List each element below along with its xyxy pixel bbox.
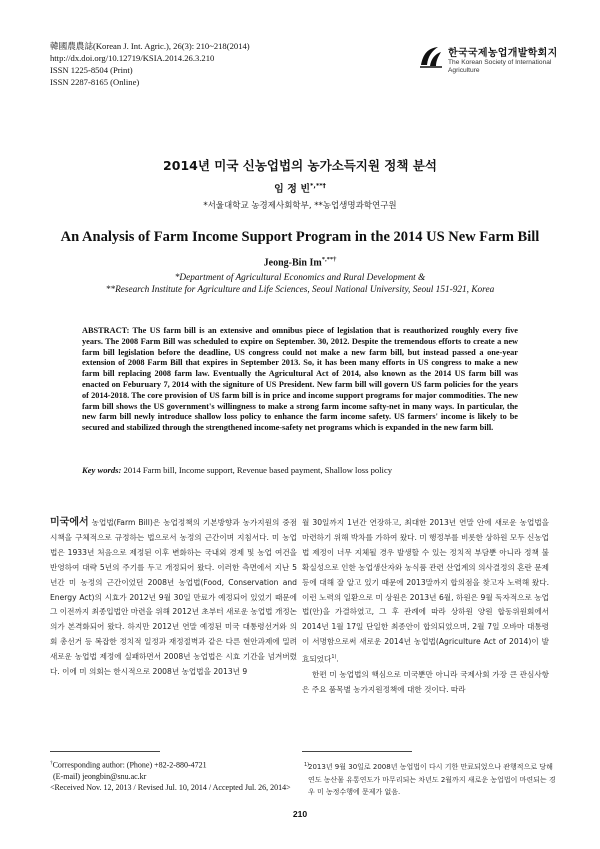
body-text: 한편 미 농업법의 핵심으로 미국뿐만 아니라 국제사회 가장 큰 관심사항은 주요 품목별 농가지원정책에 대한 것이다. 따라 (302, 669, 549, 694)
author-english (0, 256, 600, 268)
keywords-text: 2014 Farm bill, Income support, Revenue based payment, Shallow loss policy (123, 465, 393, 475)
abstract (82, 326, 518, 434)
footnote-1 (304, 761, 556, 799)
body-text-end: . (336, 654, 339, 664)
title-english: An Analysis of Farm Income Support Program in the 2014 US New Farm Bill (60, 229, 540, 245)
keywords (82, 465, 522, 475)
body-column-left (50, 516, 297, 680)
body-text: 월 30일까지 1년간 연장하고, 최대한 2013년 연말 안에 새로운 농업법을 마련하기 위해 박차를 가하여 왔다. 미 행정부를 비롯한 상하원 모두 신농업법 제정이 너무 지체될 경우 발생할 수 있는 정치적 부담뿐 아니라 정책 불확실성으로 인한 농업생산자와 농식품 관련 산업계의 의사결정의 혼란 문제 등에 대해 잘 알고 있기 때문에 2013말까지 합의점을 찾고자 노력해 왔다. 이런 노력의 일환으로 미 상원은 2013년 6월, 하원은 9월 독자적으로 농업법(안)을 가결하였고, 그 후 관례에 따라 상하원 양원 합동위원회에서 2014년 1월 17일 단일한 최종안이 합의되었으며, 2월 7일 오바마 대통령이 서명함으로써 새로운 2014년 농업법(Agriculture Act of 2014)이 발효되었다 (302, 518, 549, 664)
footnote-rule-left (50, 751, 160, 752)
author-korean-name: 임 정 빈 (274, 184, 311, 195)
footnote-dagger: † (50, 760, 53, 766)
author-english-marks: *,**† (321, 256, 337, 263)
society-name-ko: 한국국제농업개발학회지 (448, 48, 558, 59)
journal-citation: 韓國農農誌(Korean J. Int. Agric.), 26(3): 210~218(2014) (50, 41, 250, 51)
issn-online: ISSN 2287-8165 (Online) (50, 77, 140, 87)
journal-header (50, 40, 250, 88)
society-logo (418, 42, 568, 82)
footnote-1-mark: 1) (304, 762, 310, 768)
footnote-rule-right (302, 751, 412, 752)
abstract-text: The US farm bill is an extensive and omnibus piece of legislation that is reauthorized roughly every five years. The 2008 Farm Bill was scheduled to expire on September. 30, 2012. Despite the tremendous efforts to create a new farm bill legislation before the deadline, US congress could not make a new farm bill, but instead passed a one-year extension of 2008 Farm Bill that expires in September 2013. So, it has been many efforts in US congress to make a new farm bill replacing 2008 farm law. Eventually the Agricultural Act of 2014, also known as the 2014 US farm bill was enacted on Feburuary 7, 2014 with the signiture of US President. New farm bill will govern US farm policies for the years of 2014-2018. The core provision of US farm bill is in price and income support programs for major commodities. The new farm bill shows the US government's willingness to make a strong farm income safty-net in many ways. In particular, the new farm bill newly introduce shallow loss policy to enhance the farm income safety. US farmers' income is likely to be secured and stabilized through the strengthened income-safety net programs which is expanded in the new farm bill. (82, 326, 518, 433)
body-column-right (302, 516, 549, 697)
body-paragraph (50, 516, 297, 680)
page-number: 210 (292, 809, 308, 819)
affiliation-english-2: **Research Institute for Agriculture and Life Sciences, Seoul National University, Seoul 151-921, Korea (105, 285, 495, 295)
footnote-corresponding (50, 758, 300, 793)
title-korean: 2014년 미국 신농업법의 농가소득지원 정책 분석 (163, 158, 437, 173)
society-name-en: The Korean Society of International Agriculture (448, 59, 552, 74)
footnote-email: (E-mail) jeongbin@snu.ac.kr (53, 771, 147, 781)
body-text: 농업법(Farm Bill)은 농업정책의 기본방향과 농가지원의 중점시책을 구체적으로 규정하는 법으로서 농정의 근간이며 지침서다. 미 농업법은 1933년 처음으로 제정된 이후 변화하는 국내외 경제 및 농업 여건을 반영하여 대략 5년의 주기를 두고 개정되어 왔다. 이러한 측면에서 지난 5년간 미 농정의 근간이었던 2008년 농업법(Food, Conservation and Energy Act)의 시효가 2012년 9월 30일 만료가 예정되어 있었기 때문에 그 이전까지 최종입법안 마련을 위해 2012년 초부터 새로운 농업법 개정논의가 본격화되어 왔다. 하지만 2012년 연말 예정된 미국 대통령선거와 의회 총선거 등 복잡한 정치적 일정과 재정절벽과 같은 다른 현안과제에 밀려 새로운 농업법 제정에 실패하면서 2008년 농업법은 시효 기간을 넘겨버렸다. 이에 미 의회는 한시적으로 2008년 농업법을 2013년 9 (50, 518, 297, 677)
society-emblem-icon (418, 44, 444, 70)
body-paragraph (302, 516, 549, 668)
footnote-1-text: 2013년 9월 30일로 2008년 농업법이 다시 기한 만료되었으나 관행적으로 당해연도 농산물 유통연도가 마무리되는 차년도 2월까지 새로운 농업법이 마련되는 경우 미 농정수행에 문제가 없음. (308, 763, 556, 797)
issn-print: ISSN 1225-8504 (Print) (50, 65, 133, 75)
author-korean-marks: *,**† (310, 181, 326, 190)
footnote-dates: <Received Nov. 12, 2013 / Revised Jul. 10, 2014 / Accepted Jul. 26, 2014> (50, 782, 291, 792)
footnote-ref[interactable]: 1) (331, 654, 337, 661)
footnote-phone: †Corresponding author: (Phone) +82-2-880-4721 (50, 760, 207, 770)
body-lead-word: 미국에서 (50, 517, 89, 528)
affiliation-english (0, 272, 600, 296)
affiliation-korean: *서울대학교 농경제사회학부, **농업생명과학연구원 (203, 201, 397, 211)
body-paragraph (302, 668, 549, 698)
affiliation-english-1: *Department of Agricultural Economics and Rural Development & (174, 273, 426, 283)
abstract-label: ABSTRACT: (82, 326, 130, 335)
author-korean (0, 180, 600, 195)
author-english-name: Jeong-Bin Im (263, 257, 322, 269)
keywords-label: Key words: (82, 465, 122, 475)
doi-link[interactable]: http://dx.doi.org/10.12719/KSIA.2014.26.3.210 (50, 53, 215, 63)
